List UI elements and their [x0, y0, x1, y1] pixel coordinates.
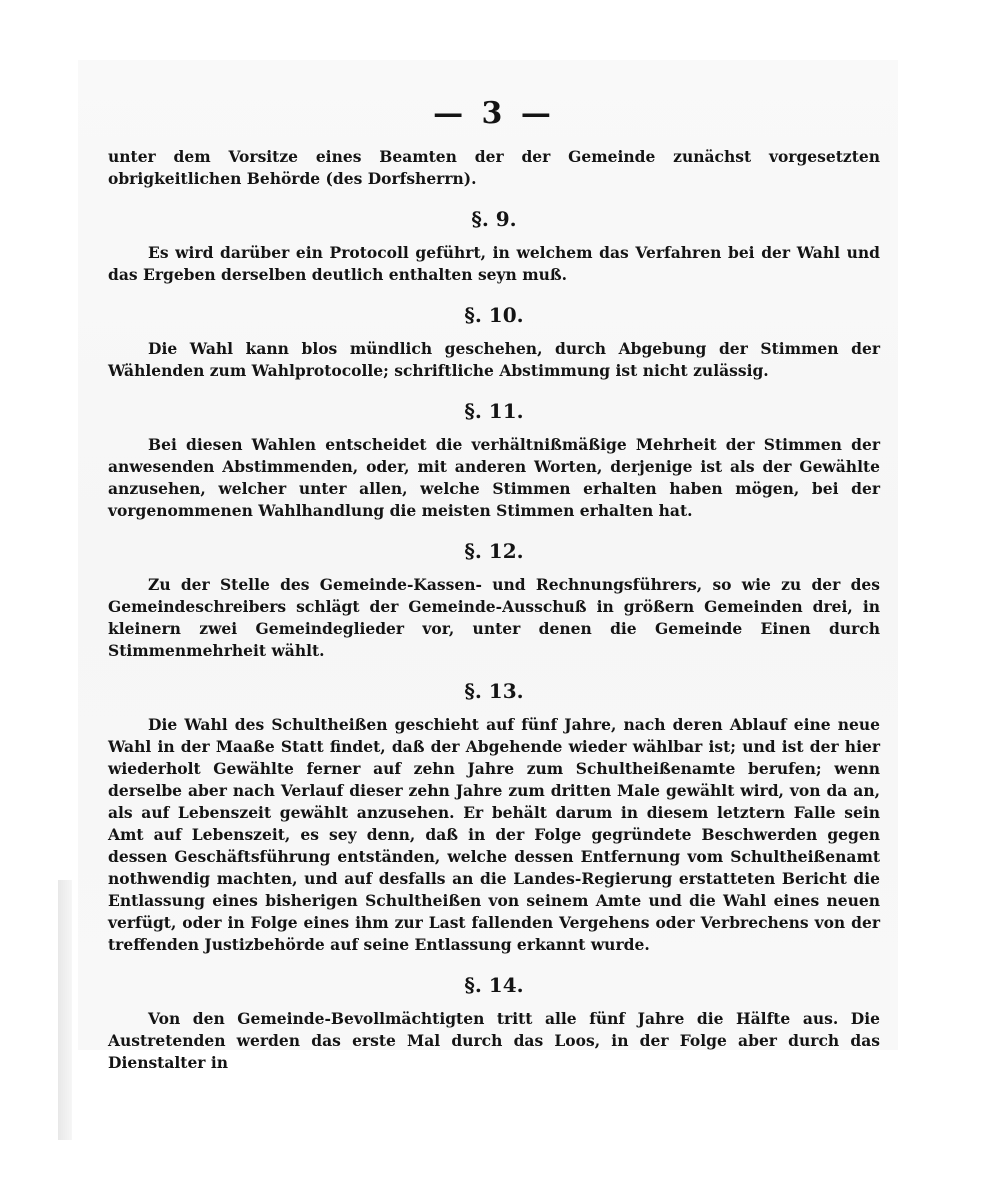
section-heading-14: §. 14. — [464, 973, 524, 997]
section-heading-12: §. 12. — [464, 539, 524, 563]
section-heading-13: §. 13. — [464, 679, 524, 703]
paragraph-section-14: Von den Gemeinde-Bevollmächtigten tritt alle fünf Jahre die Hälfte aus. Die Austretenden werden das erste Mal durch das Loos, in der Folge aber durch das Dienstalter in — [108, 1009, 880, 1072]
paragraph-section-13: Die Wahl des Schultheißen geschieht auf fünf Jahre, nach deren Ablauf eine neue Wahl in der Maaße Statt findet, daß der Abgehende wieder wählbar ist; und ist der hier wiederholt Gewählte ferner auf zehn Jahre zum Schultheißenamte berufen; wenn derselbe aber nach Verlauf dieser zehn Jahre zum dritten Male gewählt wird, von da an, als auf Lebenszeit gewählt anzusehen. Er behält darum in diesem letztern Falle sein Amt auf Lebenszeit, es sey denn, daß in der Folge gegründete Beschwerden gegen dessen Geschäftsführung entständen, welche dessen Entfernung vom Schultheißenamt nothwendig machten, und auf desfalls an die Landes-Regierung erstatteten Bericht die Entlassung eines bisherigen Schultheißen von seinem Amte und die Wahl eines neuen verfügt, oder in Folge eines ihm zur Last fallenden Vergehens oder Verbrechens von der treffenden Justizbehörde auf seine Entlassung erkannt wurde. — [108, 715, 880, 954]
paragraph-section-12: Zu der Stelle des Gemeinde-Kassen- und Rechnungsführers, so wie zu der des Gemeindeschreibers schlägt der Gemeinde-Ausschuß in größern Gemeinden drei, in kleinern zwei Gemeindeglieder vor, unter denen die Gemeinde Einen durch Stimmenmehrheit wählt. — [108, 575, 880, 660]
paragraph-continuation: unter dem Vorsitze eines Beamten der der Gemeinde zunächst vorgesetzten obrigkeitlichen Behörde (des Dorfsherrn). — [108, 147, 880, 188]
section-heading-10: §. 10. — [464, 303, 524, 327]
text-block — [108, 90, 880, 1074]
page-number: — 3 — — [433, 96, 555, 131]
paragraph-section-10: Die Wahl kann blos mündlich geschehen, durch Abgebung der Stimmen der Wählenden zum Wahlprotocolle; schriftliche Abstimmung ist nicht zulässig. — [108, 339, 880, 380]
section-heading-9: §. 9. — [471, 207, 517, 231]
page-edge — [58, 880, 72, 1140]
paragraph-section-9: Es wird darüber ein Protocoll geführt, in welchem das Verfahren bei der Wahl und das Ergeben derselben deutlich enthalten seyn muß. — [108, 243, 880, 284]
section-heading-11: §. 11. — [464, 399, 524, 423]
paragraph-section-11: Bei diesen Wahlen entscheidet die verhältnißmäßige Mehrheit der Stimmen der anwesenden Abstimmenden, oder, mit anderen Worten, derjenige ist als der Gewählte anzusehen, welcher unter allen, welche Stimmen erhalten haben mögen, bei der vorgenommenen Wahlhandlung die meisten Stimmen erhalten hat. — [108, 435, 880, 520]
